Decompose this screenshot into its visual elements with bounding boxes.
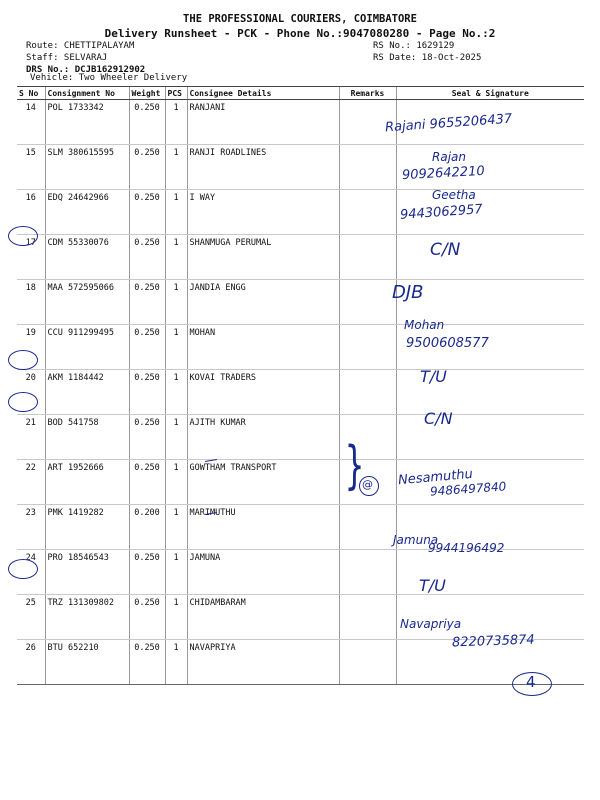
cell-consignment: BOD 541758 <box>45 415 129 460</box>
page-mark-number: 4 <box>526 673 536 691</box>
cell-empty <box>339 550 396 595</box>
cell-pcs: 1 <box>165 640 187 685</box>
signature-16-phone: 9443062957 <box>399 202 484 223</box>
column-header: Consignee Details <box>187 87 339 100</box>
note-20: T/U <box>420 367 447 386</box>
cell-consignee: AJITH KUMAR <box>187 415 339 460</box>
cell-empty <box>339 145 396 190</box>
cell-pcs: 1 <box>165 550 187 595</box>
note-25: T/U <box>419 576 446 595</box>
cell-pcs: 1 <box>165 505 187 550</box>
cell-sno: 20 <box>17 370 45 415</box>
cell-weight: 0.250 <box>129 325 165 370</box>
cell-consignment: POL 1733342 <box>45 100 129 145</box>
row-circle-20 <box>8 350 38 370</box>
vehicle-label: Vehicle: Two Wheeler Delivery <box>30 73 188 83</box>
cell-weight: 0.250 <box>129 640 165 685</box>
cell-consignee: JANDIA ENGG <box>187 280 339 325</box>
cell-weight: 0.250 <box>129 280 165 325</box>
cell-consignment: ART 1952666 <box>45 460 129 505</box>
cell-consignment: BTU 652210 <box>45 640 129 685</box>
table-body <box>17 100 584 685</box>
cell-sno: 21 <box>17 415 45 460</box>
cell-consignee: JAMUNA <box>187 550 339 595</box>
cell-consignee: RANJANI <box>187 100 339 145</box>
cell-consignee: GOWTHAM TRANSPORT <box>187 460 339 505</box>
cell-weight: 0.250 <box>129 145 165 190</box>
cell-sno: 22 <box>17 460 45 505</box>
table-row <box>17 325 584 370</box>
signature-15-name: Rajan <box>432 150 466 164</box>
note-17: C/N <box>430 240 461 260</box>
cell-sno: 25 <box>17 595 45 640</box>
cell-consignment: MAA 572595066 <box>45 280 129 325</box>
table-header-row <box>17 87 584 100</box>
company-title: THE PROFESSIONAL COURIERS, COIMBATORE <box>183 13 417 25</box>
table-row <box>17 370 584 415</box>
cell-weight: 0.250 <box>129 595 165 640</box>
cell-pcs: 1 <box>165 100 187 145</box>
cell-pcs: 1 <box>165 415 187 460</box>
cell-consignee: RANJI ROADLINES <box>187 145 339 190</box>
signature-26-name: Navapriya <box>400 617 462 631</box>
signature-24-phone: 9944196492 <box>428 541 505 555</box>
cell-weight: 0.250 <box>129 415 165 460</box>
table-row <box>17 550 584 595</box>
cell-pcs: 1 <box>165 145 187 190</box>
bracket-22-23: } <box>344 436 365 496</box>
signature-26-phone: 8220735874 <box>451 632 535 651</box>
cell-sno: 17 <box>17 235 45 280</box>
signature-18: DJB <box>392 282 424 303</box>
cell-empty <box>339 280 396 325</box>
column-header: Seal & Signature <box>396 87 584 100</box>
rs-date: RS Date: 18-Oct-2025 <box>373 53 482 63</box>
cell-pcs: 1 <box>165 280 187 325</box>
table-row <box>17 235 584 280</box>
column-header: Consignment No <box>45 87 129 100</box>
cell-consignee: MARIMUTHU <box>187 505 339 550</box>
table-row <box>17 145 584 190</box>
cell-consignment: PRO 18546543 <box>45 550 129 595</box>
column-header: S No <box>17 87 45 100</box>
cell-weight: 0.250 <box>129 370 165 415</box>
cell-sno: 24 <box>17 550 45 595</box>
delivery-table <box>17 86 584 685</box>
cell-pcs: 1 <box>165 370 187 415</box>
signature-16-name: Geetha <box>432 188 476 202</box>
cell-pcs: 1 <box>165 190 187 235</box>
cell-consignee: MOHAN <box>187 325 339 370</box>
cell-empty <box>339 595 396 640</box>
row-circle-21 <box>8 392 38 412</box>
signature-19-name: Mohan <box>404 318 445 332</box>
cell-pcs: 1 <box>165 235 187 280</box>
staff-label: Staff: SELVARAJ <box>26 53 108 63</box>
cell-consignee: SHANMUGA PERUMAL <box>187 235 339 280</box>
cell-weight: 0.200 <box>129 505 165 550</box>
table-row <box>17 190 584 235</box>
cell-sno: 15 <box>17 145 45 190</box>
signature-15-phone: 9092642210 <box>401 163 486 184</box>
cell-sno: 26 <box>17 640 45 685</box>
cell-consignment: SLM 380615595 <box>45 145 129 190</box>
row-circle-25 <box>8 559 38 579</box>
cell-consignee: KOVAI TRADERS <box>187 370 339 415</box>
table-row <box>17 280 584 325</box>
cell-consignment: AKM 1184442 <box>45 370 129 415</box>
column-header: PCS <box>165 87 187 100</box>
cell-consignment: PMK 1419282 <box>45 505 129 550</box>
cell-pcs: 1 <box>165 595 187 640</box>
cell-pcs: 1 <box>165 325 187 370</box>
cell-consignee: CHIDAMBARAM <box>187 595 339 640</box>
cell-sno: 18 <box>17 280 45 325</box>
cell-consignment: TRZ 131309802 <box>45 595 129 640</box>
cell-weight: 0.250 <box>129 235 165 280</box>
signature-22-23-phone: 9486497840 <box>429 479 507 499</box>
cell-sno: 16 <box>17 190 45 235</box>
cell-empty <box>339 235 396 280</box>
cell-consignment: CDM 55330076 <box>45 235 129 280</box>
cell-empty <box>396 235 584 280</box>
drs-number: DRS No.: DCJB162912902 <box>26 65 146 75</box>
signature-24-name: Jamuna <box>393 533 439 547</box>
runsheet-meta-left <box>26 40 145 76</box>
cell-weight: 0.250 <box>129 460 165 505</box>
signature-19-phone: 9500608577 <box>406 336 489 351</box>
cell-consignment: EDQ 24642966 <box>45 190 129 235</box>
cell-sno: 23 <box>17 505 45 550</box>
cell-pcs: 1 <box>165 460 187 505</box>
cell-empty <box>339 640 396 685</box>
table-row <box>17 595 584 640</box>
cell-empty <box>339 190 396 235</box>
runsheet-meta-right <box>373 40 481 64</box>
note-21: C/N <box>424 409 453 428</box>
signature-22-23-name: Nesamuthu <box>397 466 474 489</box>
route-label: Route: CHETTIPALAYAM <box>26 41 135 51</box>
cell-sno: 19 <box>17 325 45 370</box>
cell-consignee: I WAY <box>187 190 339 235</box>
rs-number: RS No.: 1629129 <box>373 41 455 51</box>
runsheet-subtitle: Delivery Runsheet - PCK - Phone No.:9047080280 - Page No.:2 <box>104 27 496 40</box>
cell-empty <box>339 370 396 415</box>
column-header: Remarks <box>339 87 396 100</box>
cell-consignee: NAVAPRIYA <box>187 640 339 685</box>
stamp-seal-mark: @ <box>362 478 373 491</box>
signature-14: Rajani 9655206437 <box>384 111 513 136</box>
cell-weight: 0.250 <box>129 100 165 145</box>
row-circle-17 <box>8 226 38 246</box>
table-row <box>17 415 584 460</box>
cell-weight: 0.250 <box>129 550 165 595</box>
column-header: Weight <box>129 87 165 100</box>
cell-weight: 0.250 <box>129 190 165 235</box>
cell-sno: 14 <box>17 100 45 145</box>
cell-empty <box>339 505 396 550</box>
cell-consignment: CCU 911299495 <box>45 325 129 370</box>
cell-empty <box>339 325 396 370</box>
